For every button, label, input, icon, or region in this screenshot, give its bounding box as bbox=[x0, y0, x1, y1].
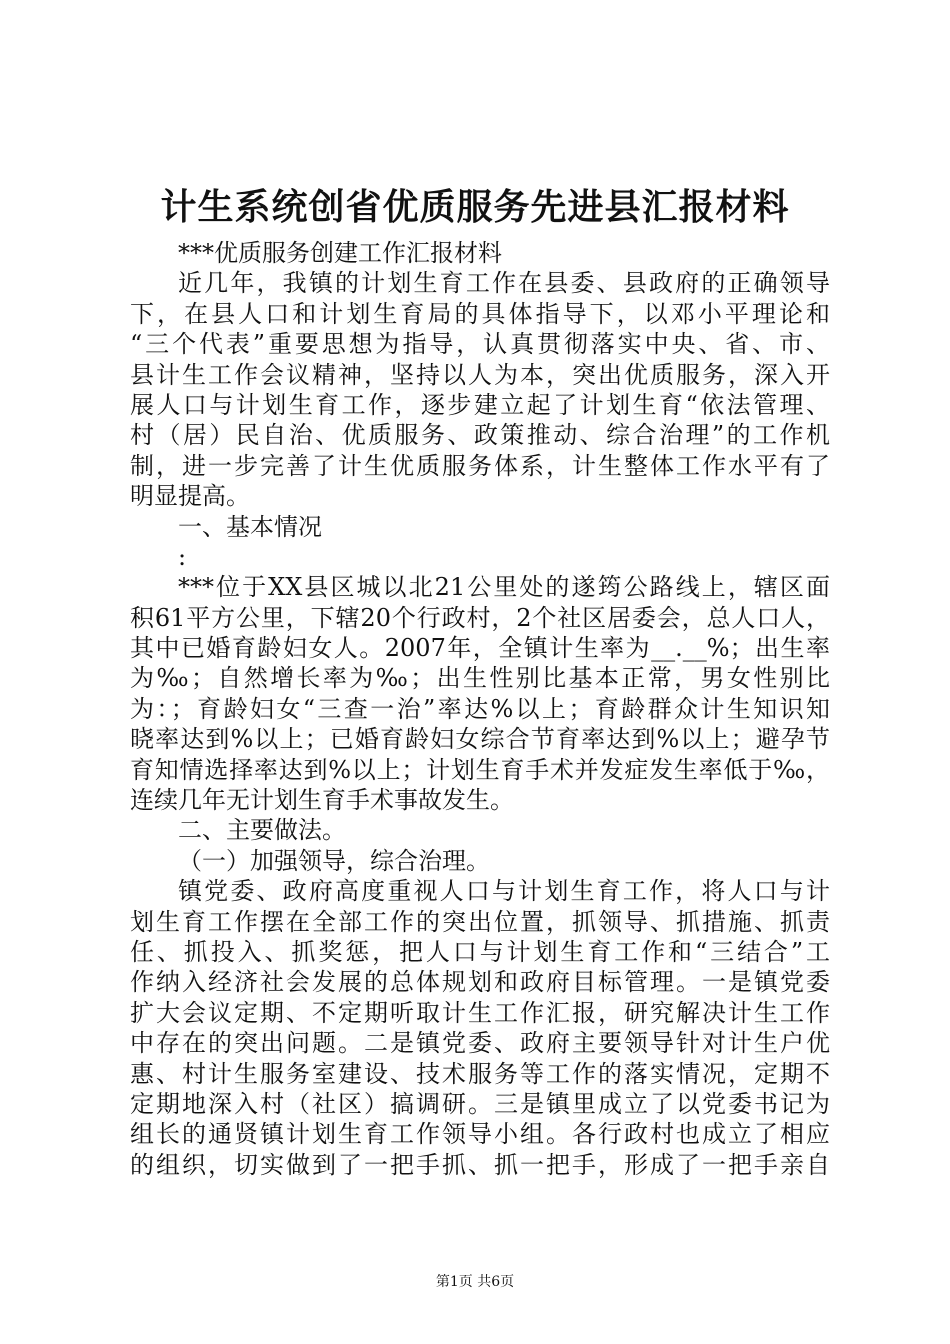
document-title: 计生系统创省优质服务先进县汇报材料 bbox=[160, 186, 790, 228]
text-line: 近几年，我镇的计划生育工作在县委、县政府的正确领导 bbox=[178, 269, 830, 298]
text-line: 一、基本情况 bbox=[178, 512, 322, 541]
text-line: （一）加强领导，综合治理。 bbox=[178, 846, 490, 875]
text-line: 积61平方公里，下辖20个行政村，2个社区居委会，总人口人， bbox=[130, 603, 830, 632]
text-line: 村（居）民自治、优质服务、政策推动、综合治理”的工作机 bbox=[130, 421, 830, 450]
text-line: 扩大会议定期、不定期听取计生工作汇报，研究解决计生工作 bbox=[130, 998, 830, 1027]
text-line: 明显提高。 bbox=[130, 482, 250, 511]
text-line: 的组织，切实做到了一把手抓、抓一把手，形成了一把手亲自 bbox=[130, 1150, 830, 1179]
text-line: 作纳入经济社会发展的总体规划和政府目标管理。一是镇党委 bbox=[130, 968, 830, 997]
text-line: 中存在的突出问题。二是镇党委、政府主要领导针对计生户优 bbox=[130, 1029, 830, 1058]
page-footer: 第1页 共6页 bbox=[435, 1274, 515, 1290]
text-line: 连续几年无计划生育手术事故发生。 bbox=[130, 786, 514, 815]
text-line: 晓率达到%以上；已婚育龄妇女综合节育率达到%以上；避孕节 bbox=[130, 725, 830, 754]
text-line: 惠、村计生服务室建设、技术服务等工作的落实情况，定期不 bbox=[130, 1059, 830, 1088]
text-line: 组长的通贤镇计划生育工作领导小组。各行政村也成立了相应 bbox=[130, 1120, 830, 1149]
text-line: ***位于XX县区城以北21公里处的遂筠公路线上，辖区面 bbox=[178, 573, 830, 602]
text-line: ***优质服务创建工作汇报材料 bbox=[178, 239, 502, 267]
text-line: 县计生工作会议精神，坚持以人为本，突出优质服务，深入开 bbox=[130, 360, 830, 389]
text-line: 为‰；自然增长率为‰；出生性别比基本正常，男女性别比 bbox=[130, 664, 830, 693]
text-line: 定期地深入村（社区）搞调研。三是镇里成立了以党委书记为 bbox=[130, 1089, 830, 1118]
text-line: 其中已婚育龄妇女人。2007年，全镇计生率为__.__%；出生率 bbox=[130, 634, 830, 663]
text-line: 为：；育龄妇女“三查一治”率达%以上；育龄群众计生知识知 bbox=[130, 694, 830, 723]
text-line: 制，进一步完善了计生优质服务体系，计生整体工作水平有了 bbox=[130, 451, 830, 480]
text-line: “三个代表”重要思想为指导，认真贯彻落实中央、省、市、 bbox=[130, 330, 830, 359]
text-line: 二、主要做法。 bbox=[178, 816, 346, 845]
text-line: 展人口与计划生育工作，逐步建立起了计划生育“依法管理、 bbox=[130, 390, 830, 419]
text-line: 育知情选择率达到%以上；计划生育手术并发症发生率低于‰， bbox=[130, 755, 830, 784]
document-body bbox=[130, 238, 830, 1180]
text-line: 划生育工作摆在全部工作的突出位置，抓领导、抓措施、抓责 bbox=[130, 907, 830, 936]
text-line: 镇党委、政府高度重视人口与计划生育工作，将人口与计 bbox=[178, 877, 830, 906]
text-line: 下，在县人口和计划生育局的具体指导下，以邓小平理论和 bbox=[130, 299, 830, 328]
text-line: : bbox=[178, 542, 187, 571]
text-line: 任、抓投入、抓奖惩，把人口与计划生育工作和“三结合”工 bbox=[130, 937, 830, 966]
